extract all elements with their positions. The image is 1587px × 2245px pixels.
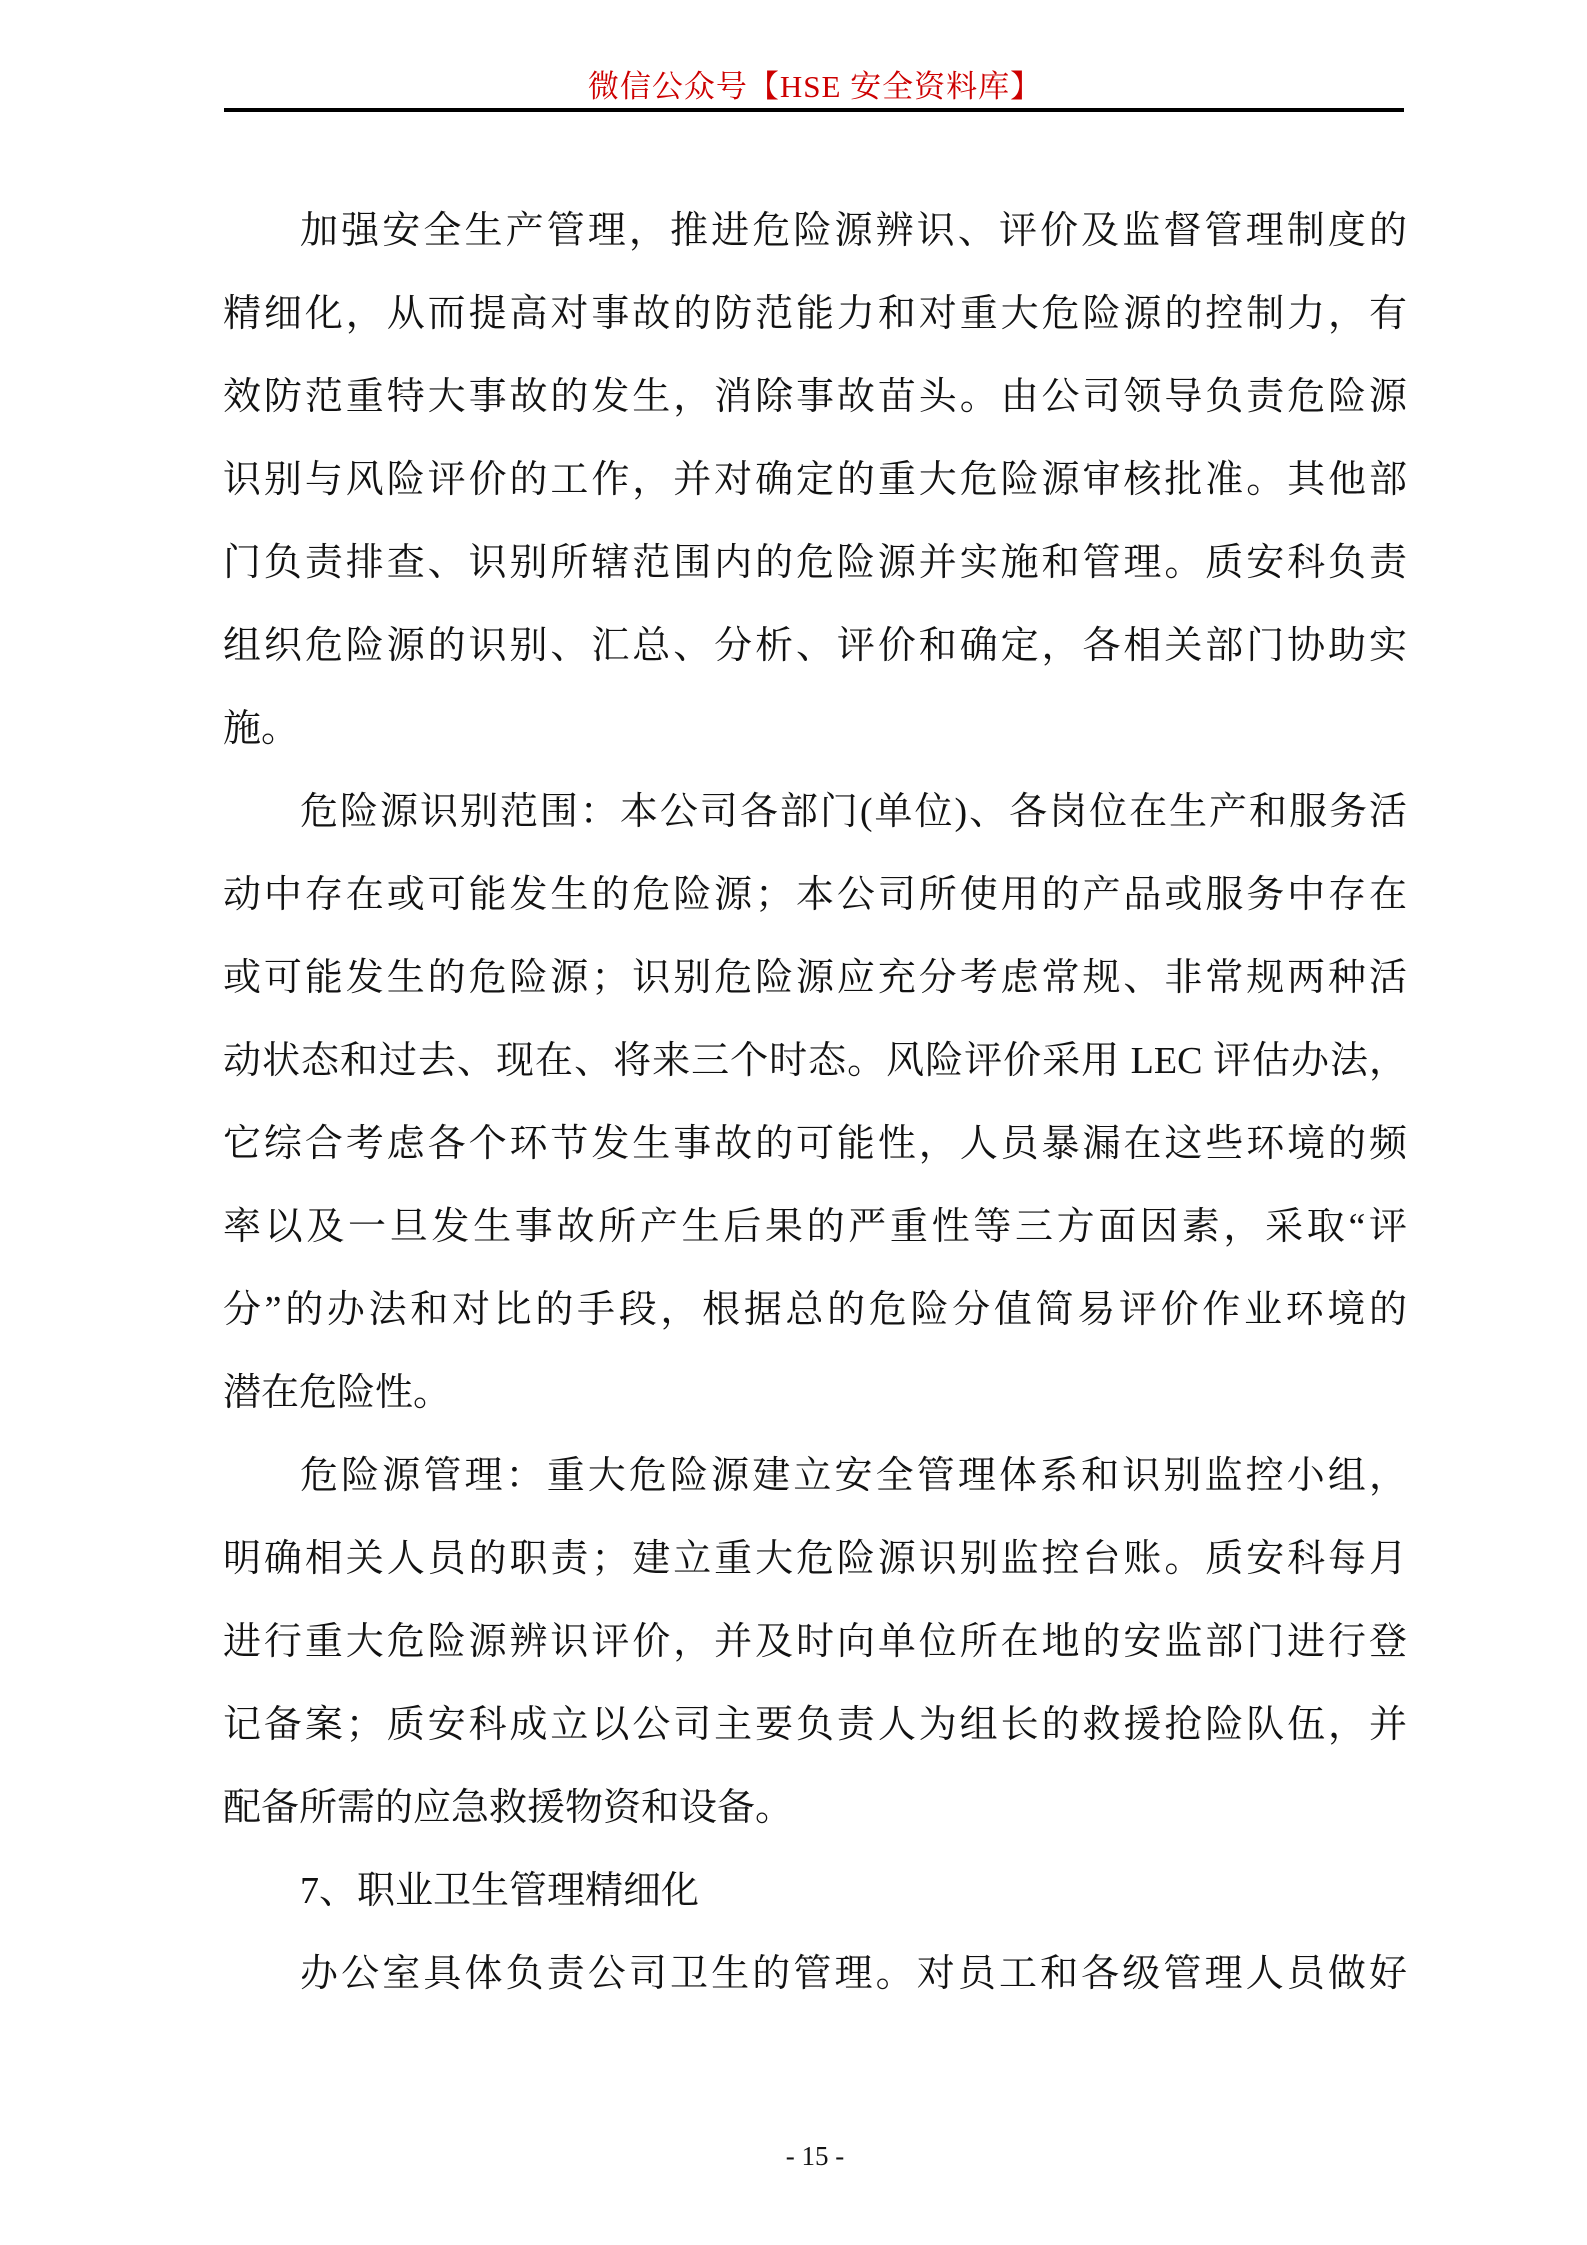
text-line: 潜在危险性。 [223, 1372, 452, 1414]
header-divider [224, 108, 1404, 112]
text-line: 危险源识别范围：本公司各部门(单位)、各岗位在生产和服务活 [300, 791, 1407, 833]
text-line: 门负责排查、识别所辖范围内的危险源并实施和管理。质安科负责 [223, 542, 1407, 584]
text-line: 危险源管理：重大危险源建立安全管理体系和识别监控小组， [300, 1455, 1407, 1497]
text-line: 识别与风险评价的工作，并对确定的重大危险源审核批准。其他部 [223, 459, 1407, 501]
text-line: 加强安全生产管理，推进危险源辨识、评价及监督管理制度的 [300, 210, 1407, 252]
page-footer [223, 2138, 1407, 2174]
text-line: 动状态和过去、现在、将来三个时态。风险评价采用 LEC 评估办法， [223, 1040, 1407, 1082]
text-line: 动中存在或可能发生的危险源；本公司所使用的产品或服务中存在 [223, 874, 1407, 916]
text-line: 施。 [223, 708, 300, 750]
text-line: 明确相关人员的职责；建立重大危险源识别监控台账。质安科每月 [223, 1538, 1407, 1580]
paragraph [223, 1933, 1407, 2016]
paragraph [223, 771, 1407, 1435]
text-line: 率以及一旦发生事故所产生后果的严重性等三方面因素，采取“评 [223, 1206, 1407, 1248]
text-line: 组织危险源的识别、汇总、分析、评价和确定，各相关部门协助实 [223, 625, 1407, 667]
paragraph [223, 1435, 1407, 1850]
document-body [223, 190, 1407, 2016]
text-line: 7、职业卫生管理精细化 [300, 1870, 700, 1912]
text-line: 办公室具体负责公司卫生的管理。对员工和各级管理人员做好 [300, 1953, 1407, 1995]
text-line: 或可能发生的危险源；识别危险源应充分考虑常规、非常规两种活 [223, 957, 1407, 999]
text-line: 进行重大危险源辨识评价，并及时向单位所在地的安监部门进行登 [223, 1621, 1407, 1663]
page-header-text: 微信公众号【HSE 安全资料库】 [587, 69, 1043, 104]
paragraph [223, 190, 1407, 771]
text-line: 记备案；质安科成立以公司主要负责人为组长的救援抢险队伍，并 [223, 1704, 1407, 1746]
text-line: 效防范重特大事故的发生，消除事故苗头。由公司领导负责危险源 [223, 376, 1407, 418]
text-line: 配备所需的应急救援物资和设备。 [223, 1787, 794, 1829]
page-number: - 15 - [785, 2141, 845, 2171]
text-line: 分”的办法和对比的手段，根据总的危险分值简易评价作业环境的 [223, 1289, 1407, 1331]
paragraph [223, 1850, 1407, 1933]
text-line: 它综合考虑各个环节发生事故的可能性，人员暴漏在这些环境的频 [223, 1123, 1407, 1165]
text-line: 精细化，从而提高对事故的防范能力和对重大危险源的控制力，有 [223, 293, 1407, 335]
